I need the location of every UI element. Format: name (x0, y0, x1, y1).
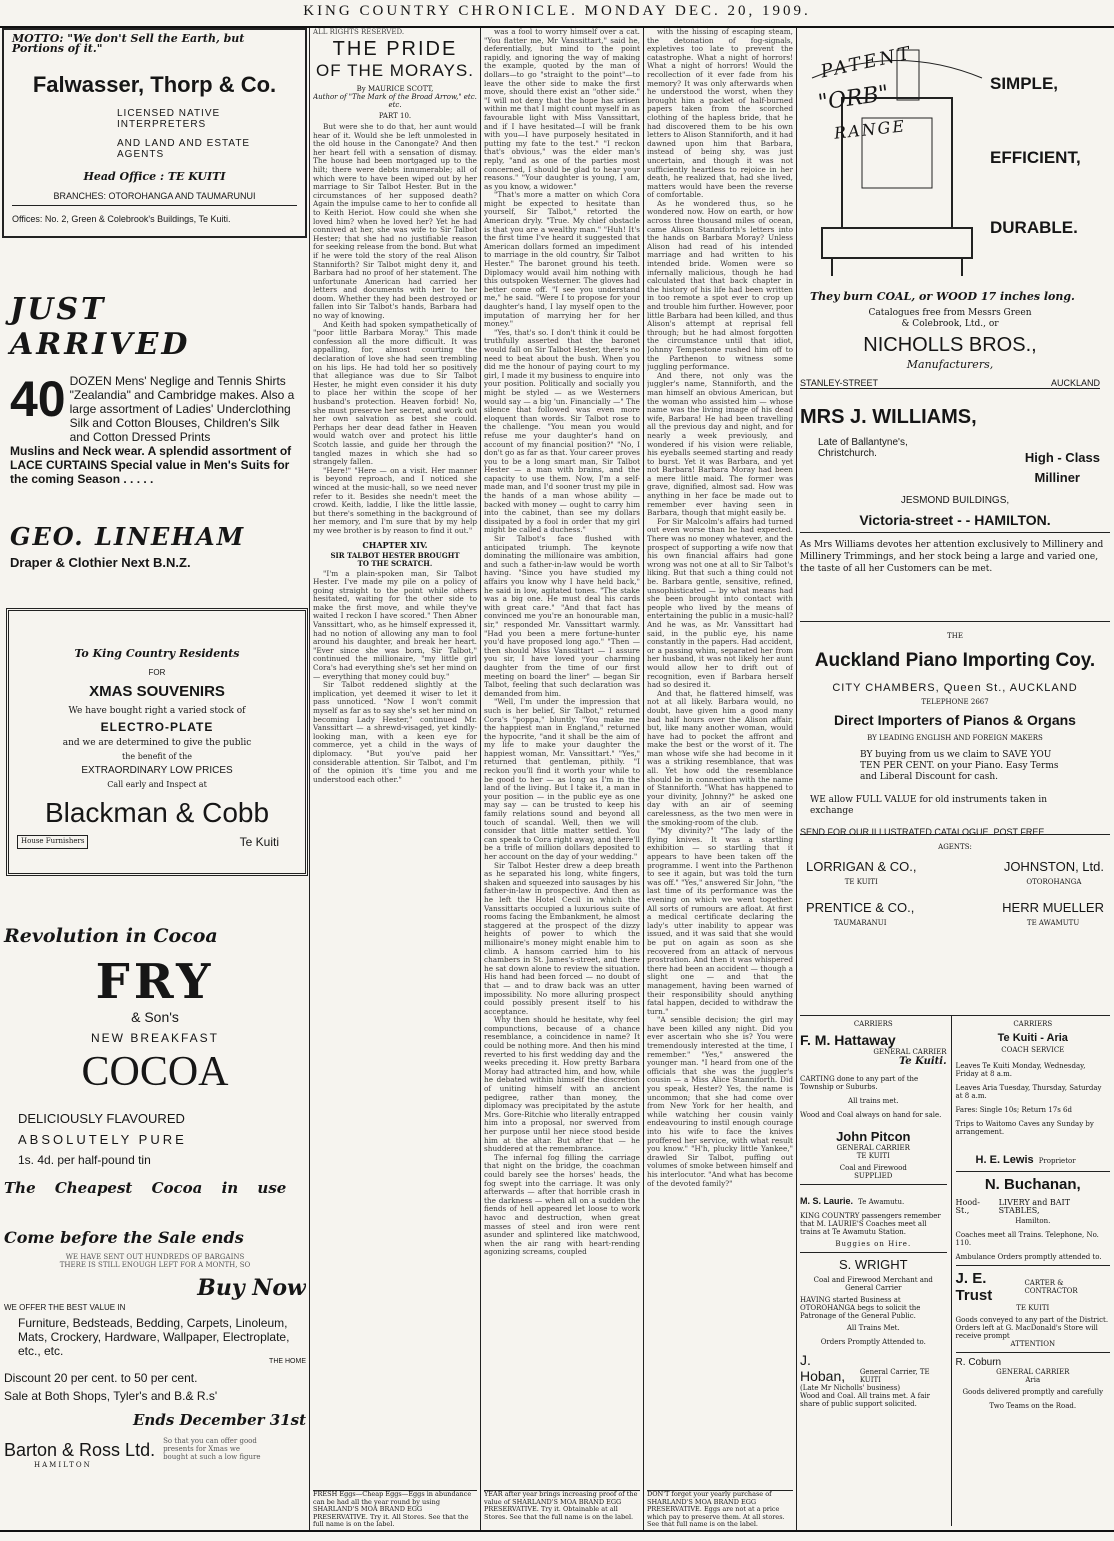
sale-offer: WE OFFER THE BEST VALUE IN (4, 1303, 126, 1312)
hattaway-trains: All trains met. (848, 1097, 899, 1105)
trust-name: J. E. Trust (955, 1270, 993, 1304)
hattaway-name: F. M. Hattaway (800, 1032, 896, 1048)
divider (956, 1265, 1110, 1266)
orb-efficient: EFFICIENT, (990, 148, 1081, 167)
just-arrived-text2: Muslins and Neck wear. A splendid assortment of LACE CURTAINS Special value in Men's Suits for the coming Season . . . . . (10, 444, 292, 486)
aria-coach-service: COACH SERVICE (1001, 1046, 1065, 1054)
coburn-name: R. Coburn (955, 1357, 1002, 1368)
williams-buildings: JESMOND BUILDINGS, (900, 495, 1010, 506)
egg-ad-1 (313, 1490, 477, 1527)
agents-heading: AGENTS: (938, 843, 972, 851)
motto: MOTTO: "We don't Sell the Earth, but Portions of it." (12, 32, 245, 55)
agent-2-town: OTOROHANGA (1026, 878, 1082, 886)
aria-trips: Trips to Waitomo Caves any Sunday by arrangement. (955, 1120, 1094, 1136)
story-paragraph: "A sensible decision; the girl may have been killed any night. Did you ever ascertain who she is? You were tremendously interested at the time, I remember." "Yes," answered the younger man. "I heard from one of the officials that she was the juggler's cousin — a Miss Alice Stanniforth. Did you speak, Hester? Yes, the name is uncommon; that she had come over from New York for her health, and while watching her cousin vainly endeavouring to instil enough courage into his wife to face the knives proffered her service, with what result you know." "H'h, plucky little Yankee," drawled Sir Talbot, puffing out volumes of smoke between himself and his interlocutor. "And what has become of the devoted family?" (647, 1015, 793, 1188)
laurie-buggies: Buggies on Hire. (835, 1240, 912, 1248)
xmas-souvenirs: XMAS SOUVENIRS (89, 683, 225, 700)
column-5-ads (800, 28, 1110, 1528)
piano-name: Auckland Piano Importing Coy. (814, 650, 1096, 671)
pitcon-supplied: SUPPLIED (854, 1172, 893, 1180)
column-3-story (484, 28, 640, 1488)
piano-telephone: TELEPHONE 2667 (921, 698, 989, 706)
hattaway-role: GENERAL CARRIER (873, 1048, 947, 1056)
piano-buying: BY buying from us we claim to SAVE YOU TEN PER CENT. on your Piano. Easy Terms and Liberal Discount for cash. (860, 750, 1059, 782)
barton-ross-ad (4, 1228, 306, 1528)
fry-price: 1s. 4d. per half-pound tin (18, 1153, 151, 1167)
trust-desc: Goods conveyed to any part of the District. Orders left at G. MacDonald's Store will receive prompt (955, 1316, 1109, 1340)
story-paragraph: But were she to do that, her aunt would hear of it. Would she be left unmolested in the old house in the Canongate? And then her heart fell with a sensation of dismay. The house had been mortgaged up to the hilt; there were debts innumerable; all of which were to have been wiped out by her marriage to Sir Talbot Hester. But in the circumstances of her supposed death? Again the impulse came to her to confide all to Keith Heriot. How could she when she loved him? when he loved her? Yet he had connived at her, she was wife to Sir Talbot Hester; that she had no justifiable reason for seeking release from the bond. But what if he were told the story of the real Alison Stanniforth? Sir Talbot might deny it, and Barbara had no proof of her statement. The unfortunate American had carried her letters and documents with her to her doom. Whether they had been destroyed or fallen into Sir Talbot's hands, Barbara had no way of knowing. (313, 122, 477, 321)
agent-1-town: TE KUITI (844, 878, 878, 886)
story-paragraph: Sir Talbot reddened slightly at the implication, yet deemed it wiser to let it pass unnoticed. "Now I won't commit myself as far as to say she's set her mind on becoming Lady Hester," continued Mr. Vanssittart — a shrewd-visaged, yet kindly-looking man, with a keen eye for commerce, yet a child in the ways of diplomacy. "But you've paid her considerable attention. Sir Talbot, and I'm of the opinion it's time you and me understood each other." (313, 680, 477, 784)
laurie-desc: KING COUNTRY passengers remember that M. LAURIE'S Coaches meet all trains at Te Awamutu Station. (800, 1212, 941, 1236)
just-arrived-heading: JUST ARRIVED (10, 292, 191, 362)
xmas-determined: and we are determined to give the public (62, 738, 252, 748)
aria-fares: Fares: Single 10s; Return 17s 6d (955, 1106, 1072, 1114)
story-paragraph: As he wondered thus, so he wondered now. How on earth, or how across three thousand miles of ocean, came Alison Stanniforth's letters into the hands on Barbara Moray? Unless Alison had read of his intended marriage and had written to his intended bride. Women were so infernally malicious, though he had calculated that that back chapter in the history of his life had been written in too remote a spot ever to crop up and trouble him further. However, poor little Barbara had been killed, and thus Alison's attempt at reprisal fell through; but he had almost forgotten the circumstance until that idiot, Johnny Tempestone rushed him off to the Parthenon to witness some juggling performance. (647, 198, 793, 372)
egg-ad-3 (647, 1490, 793, 1527)
sale-shops: Sale at Both Shops, Tyler's and B.& R.s' (4, 1389, 218, 1403)
hoban-role: General Carrier, TE KUITI (859, 1368, 930, 1384)
carriers-heading: CARRIERS (853, 1020, 893, 1028)
story-paragraph: Sir Talbot's face flushed with anticipated triumph. The keynote dominating the millionaire was ambition, and such a father-in-law would be worth having. "Since you have studied my affairs you know why I have held back," he said in low, agitated tones. "The stake was a big one. He must deal his cards with great care." "And that fact has convinced me you're an honourable man, sir," responded Mr. Vanssittart warmly. "Had you been a mere fortune-hunter you'd have proposed long ago." "Then — then should Miss Vanssittart — I assure you sir, I have loved your charming daughter from the time of our first meeting on board the liner" — began Sir Talbot, feeling that such declaration was demanded from him. (484, 534, 640, 698)
column-2-story (313, 28, 477, 1528)
wright-name: S. WRIGHT (838, 1257, 908, 1272)
carriers-left (800, 1016, 952, 1526)
piano-ad (800, 621, 1110, 837)
fry-name: FRY (95, 954, 215, 1010)
story-paragraph: "Here!" "Here — on a visit. Her manner is beyond reproach, and I noticed she winced at the music-hall, so we need never refer to it. Besides she needn't meet the crowd. Keith, laddie, I like the little lassie, but there's something in the background of her memory, and I'm sure that by my help my wee brother is by reason to find it out." (313, 465, 477, 535)
wright-role: Coal and Firewood Merchant and General Carrier (813, 1276, 933, 1292)
orb-manufacturers: Manufacturers, (906, 358, 994, 371)
coburn-desc: Goods delivered promptly and carefully (962, 1388, 1104, 1396)
sale-discount: Discount 20 per cent. to 50 per cent. (4, 1371, 198, 1385)
fry-flavoured: DELICIOUSLY FLAVOURED (18, 1111, 185, 1126)
wright-desc: HAVING started Business at OTOROHANGA begs to solicit the Patronage of the General Public. (800, 1296, 921, 1320)
sale-home: THE HOME (269, 1358, 306, 1365)
column-rule (796, 28, 797, 1530)
xmas-souvenirs-ad (6, 608, 308, 876)
orb-catalogues2: & Colebrook, Ltd., or (901, 319, 999, 329)
hoban-late: (Late Mr Nicholls' business) (800, 1384, 901, 1392)
piano-catalogue: SEND FOR OUR ILLUSTRATED CATALOGUE. POST FREE (800, 827, 1045, 837)
dozen-count: 40 (10, 371, 66, 427)
divider (956, 1171, 1110, 1172)
xmas-for: FOR (148, 668, 166, 677)
story-paragraph: The infernal fog filling the carriage that night on the bridge, the coachman could barely see the horses' heads, the fog swept into the carriage. It was only afterwards — after that horrible crash in the darkness — when all on a sudden the fiends of hell appeared let loose to work havoc and destruction, when great masses of steel and iron were rent asunder and splintered like matchwood, when the air rang with heart-rending agonizing screams, coupled (484, 1152, 640, 1257)
orb-range-ad (800, 28, 1110, 398)
story-paragraph: with the hissing of escaping steam, the detonation of fog-signals, expletives too late to prevent the catastrophe. What a night of horrors! What a night of horrors! Would the recollection of it ever fade from his memory? It was only afterwards when he understood the worst, when they brought him a packet of half-burned papers taken from the scorched clothing of the hapless bride, that he had discovered them to be his own letters to Alison Stanniforth, and it had dawned upon him that Barbara, instead of being shy, was just uncertain, and though it was not sufficiently heartless to rejoice in her death, he realized that, had she lived, matters would have been the reverse of comfortable. (647, 28, 793, 200)
fry-breakfast: NEW BREAKFAST (90, 1031, 220, 1045)
sale-goods: Furniture, Bedsteads, Bedding, Carpets, Linoleum, Mats, Crockery, Hardware, Wallpaper, Electroplate, etc., etc. (18, 1316, 290, 1358)
falwasser-name: Falwasser, Thorp & Co. (32, 72, 277, 97)
column-rule (643, 28, 644, 1530)
pitcon-town: TE KUITI (856, 1152, 890, 1160)
orb-city: AUCKLAND (1050, 378, 1100, 388)
story-paragraph: For Sir Malcolm's affairs had turned out even worse than he had expected. There was no money whatever, and the prospect of supporting a wife now that his own financial affairs had gone wrong was not one at all to Sir Talbot's liking. But that such a thing could not be. Barbara gentle, sensitive, refined, unsophisticated — by what means had she been brought into contact with people who lived by the means of entertaining the public in a music-hall? And he was, as Mr. Vanssittart had said, in the public eye, his name constantly in the papers. Had accident, or a passing whim, separated her from her husband, it was not likely her aunt would allow her to drift out of recognition, even if Barbara herself had so desired it. (647, 516, 793, 690)
lewis-proprietor: Proprietor (1038, 1157, 1076, 1165)
pitcon-role: GENERAL CARRIER (836, 1144, 910, 1152)
wright-trains: All Trains Met. (846, 1324, 900, 1332)
column-rule (480, 28, 481, 1530)
buchanan-hood: Hood-St., (955, 1198, 980, 1215)
sale-buy-now: Buy Now (197, 1275, 306, 1301)
buchanan-ambulance: Ambulance Orders promptly attended to. (955, 1253, 1102, 1261)
pitcon-coal: Coal and Firewood (839, 1164, 907, 1172)
fry-sons: & Son's (131, 1009, 179, 1025)
chapter-sub1: SIR TALBOT HESTER BROUGHT (330, 550, 460, 560)
falwasser-offices: Offices: No. 2, Green & Colebrook's Buildings, Te Kuiti. (12, 214, 231, 224)
williams-late: Late of Ballantyne's, Christchurch. (818, 437, 908, 459)
orb-catalogues1: Catalogues free from Messrs Green (868, 308, 1032, 318)
divider (12, 205, 297, 206)
column-rule (309, 28, 310, 1530)
piano-the: THE (947, 632, 963, 640)
story-paragraph: Sir Talbot Hester drew a deep breath as he separated his long, white fingers, shaken and squeezed into sausages by his father-in-law in prospective. And then as he left the Hotel Cecil in which the Vanssittarts occupied a luxurious suite of rooms facing the Embankment, he almost staggered at the prospect of the dizzy heights of power to which the millionaire's money might enable him to climb. A hansom carried him to his chambers in St. James's-street, and there he sat down alone to review the situation. His hand had been forced — no doubt of that — and to draw back was an utter impossibility. No more alluring prospect could possibly present itself to his acceptance. (484, 860, 640, 1016)
just-arrived-text1: DOZEN Mens' Neglige and Tennis Shirts "Zealandia" and Cambridge makes. Also a large assortment of Ladies' Underclothing Silk and Cotton Blouses, Children's Silk and Cotton Dressed Prints (69, 374, 295, 444)
fry-cheapest: The Cheapest Cocoa in use (4, 1179, 287, 1197)
nicholls-bros: NICHOLLS BROS., (863, 334, 1037, 356)
story-title-line2: OF THE MORAYS. (316, 61, 474, 80)
sale-note: So that you can offer good presents for Xmas we bought at such a low figure (163, 1437, 261, 1461)
divider (956, 1352, 1110, 1353)
buchanan-hamilton: Hamilton. (1015, 1217, 1051, 1225)
story-paragraph: "Well, I'm under the impression that such is her belief, Sir Talbot," returned Cora's "poppa," bluntly. "You make me the happiest man in England," returned the hypocrite, "and it shall be the aim of my life to make your daughter the happiest woman, Mr. Vanssittart." "Yes," returned that gentleman, pithily. "I reckon you'll find it worth your while to be good to her — as long as I'm in the land of the living. But I take it, a man in your position — in the public eye as one may say — can be trusted to keep his family relations sound and beyond all touch of scandal. Well, then we will consider that little matter settled. You can speak to Cora right away, and there'll be a trifle of million dollars deposited to her account on the day of your wedding." (484, 697, 640, 861)
sale-ends: Ends December 31st (133, 1411, 306, 1429)
williams-name: MRS J. WILLIAMS, (800, 406, 977, 428)
lineham-sub: Draper & Clothier Next B.N.Z. (10, 555, 191, 570)
divider (800, 532, 1110, 533)
williams-street: Victoria-street - - HAMILTON. (859, 512, 1051, 528)
xmas-bought: We have bought right a varied stock of (68, 706, 246, 716)
story-paragraph: "Yes, that's so. I don't think it could be truthfully asserted that the baronet would fall on Sir Talbot Hester, there's no need to beat about the bush. When you did me the honour of paying court to my girl, I made it my business to enquire into your position. Politically and socially you might be styled — as we Westerners would say — a big 'un. Financially —" The silence that followed was even more eloquent than words. Sir Talbot rose to the challenge. "You mean you would refuse me your daughter's hand on account of my financial position?" "No, I don't go as far as that. Your career proves you to be a long smart man, Sir Talbot Hester — a man with brains, and the capacity to use them. Now, I'm a self-made man, and I'd sooner trust my pile in the hands of a man whose ability — backed with money — ought to carry him into the cabinet, than see my dollars dissipated by a fool in order that my girl might be called a duchess." (484, 327, 640, 535)
falwasser-ad (2, 28, 307, 238)
orb-range: RANGE (833, 116, 907, 143)
piano-chambers: CITY CHAMBERS, Queen St., AUCKLAND (832, 682, 1078, 694)
xmas-call: Call early and Inspect at (107, 780, 207, 789)
xmas-electro: ELECTRO-PLATE (100, 720, 214, 734)
hattaway-wood: Wood and Coal always on hand for sale. (800, 1111, 942, 1119)
egg-ad-2 (484, 1490, 640, 1527)
aria-coach-name: Te Kuiti - Aria (997, 1032, 1068, 1044)
hattaway-town: Te Kuiti. (898, 1056, 947, 1067)
column-4-story (647, 28, 793, 1488)
story-paragraph: And Keith had spoken sympathetically of "poor little Barbara Moray." This made confession all the more difficult. It was appalling, for, almost courting the declaration of love she had seen trembling on his lips. He had told her so positively that allegiance was due to Sir Talbot Hester, he might even consider it his duty to place her within the scope of her husband's protection. Heaven forbid! No, she must preserve her secret, and work out her own salvation as best she could. Perhaps her dear dead father in Heaven would watch over and protect his little Scotch lassie, and guide her through the tangled mazes in which she had so strangely fallen. (313, 319, 477, 467)
falwasser-branches: BRANCHES: OTOROHANGA AND TAUMARUNUI (53, 191, 256, 201)
coburn-road: Two Teams on the Road. (989, 1402, 1077, 1410)
coburn-role: GENERAL CARRIER (996, 1368, 1070, 1376)
agent-2: JOHNSTON, Ltd. (1003, 859, 1104, 874)
blackman-cobb-name: Blackman & Cobb (44, 797, 270, 828)
story-paragraph: "That's more a matter on which Cora might be expected to hesitate than yourself, Sir Talbot," retorted the American dryly. "True. My chief obstacle is that you are a wealthy man." "Huh! It's the first time I've heard it suggested that American dollars formed an impediment to marriage in the old country, Sir Talbot Hester." The baronet ground his teeth. Diplomacy would avail him nothing with this outspoken Westerner. The gloves had better come off. "I see you understand me," he said. "Were I to propose for your daughter's hand, I lay myself open to the imputation of marrying her for her money." (484, 190, 640, 329)
orb-street: STANLEY-STREET (800, 378, 879, 388)
agents-section (800, 834, 1110, 1015)
chapter-sub2: TO THE SCRATCH. (357, 558, 433, 568)
sale-still: THERE IS STILL ENOUGH LEFT FOR A MONTH, SO (59, 1261, 251, 1269)
bottom-rule (0, 1530, 1114, 1532)
hoban-desc: Wood and Coal. All trains met. A fair share of public support solicited. (800, 1392, 931, 1408)
trust-town: TE KUITI (1016, 1304, 1050, 1312)
fry-pure: ABSOLUTELY PURE (18, 1132, 187, 1147)
agent-4-town: TE AWAMUTU (1026, 919, 1080, 927)
agent-4: HERR MUELLER (1002, 900, 1104, 915)
orb-patent: PATENT (818, 42, 915, 83)
williams-ad (800, 406, 1110, 621)
carriers-heading-right: CARRIERS (1013, 1020, 1053, 1028)
falwasser-line2: AND LAND AND ESTATE AGENTS (117, 138, 251, 160)
story-title-line1: THE PRIDE (332, 38, 458, 60)
agent-3: PRENTICE & CO., (806, 900, 915, 915)
agent-1: LORRIGAN & CO., (806, 859, 917, 874)
agent-3-town: TAUMARANUI (833, 919, 887, 927)
xmas-residents: To King Country Residents (74, 647, 240, 660)
orb-orb: "ORB" (816, 81, 891, 116)
rights-reserved: ALL RIGHTS RESERVED. (313, 28, 405, 36)
egg-ad-text: YEAR after year brings increasing proof of the value of SHARLAND'S MOA BRAND EGG PRESERVATIVE. Try it. Obtainable at all Stores. See that the full name is on the label. (484, 1490, 638, 1521)
story-paragraph: "I'm a plain-spoken man, Sir Talbot Hester. I've made my pile on a policy of going straight to the point while others hesitated, waiting for the other side to make the first move, and while they've waited I reckon I have scored." Then Abner Vanssittart, who, as he himself expressed it, had no notion of allowing any man to fool around his daughter, and break her heart. "Ever since she was born, Sir Talbot," continued the millionaire, "my little girl Cora's had everything she's set her mind on — everything that money could buy." (313, 568, 477, 681)
trust-attention: ATTENTION (1010, 1340, 1056, 1348)
buchanan-livery: LIVERY and BAIT STABLES, (998, 1198, 1071, 1215)
barton-ross-town: HAMILTON (34, 1461, 92, 1469)
story-paragraph: And that, he flattered himself, was not at all likely. Barbara would, no doubt, have given him a good many bad half hours over the Alison affair, but, like many another woman, would have had to pocket the affront and make the best or the worst of it. The man whose wife she had become in it was a striking resemblance, that was all. Yet how odd the resemblance should be in connection with the name of Stanniforth. "What has happened to your divinity, Johnny?" he asked one day with an air of seeming carelessness, as the two men were in the smoking-room of the club. (647, 688, 793, 827)
lewis-name: H. E. Lewis (975, 1154, 1034, 1166)
hoban-name: J. Hoban, (800, 1352, 846, 1384)
williams-milliner: Milliner (1034, 470, 1080, 485)
sale-come: Come before the Sale ends (4, 1228, 244, 1247)
barton-ross-name: Barton & Ross Ltd. (4, 1440, 156, 1460)
laurie-town: Te Awamutu. (858, 1198, 905, 1206)
falwasser-line1: LICENSED NATIVE INTERPRETERS (117, 108, 221, 130)
fry-cocoa-ad (4, 925, 306, 1197)
trust-role: CARTER & CONTRACTOR (1024, 1279, 1078, 1295)
story-paragraph: Why then should he hesitate, why feel compunctions, because of a chance resemblance, a coincidence in name? It could be nothing more. And then his mind reverted to his first wedding day and the weeks preceding it. How pretty Barbara Moray had attracted him, and how, while he debated within himself the discretion of uniting himself with an ancient pedigree, rather than money, the diplomacy was precipitated by the astute Mrs. Gore-Ritchie who literally entrapped him into a proposal, nor swerved from her purpose until her niece stood beside him at the altar. But after that — he shuddered at the remembrance. (484, 1015, 640, 1154)
divider (800, 1184, 947, 1185)
piano-direct: Direct Importers of Pianos & Organs (834, 712, 1076, 728)
house-furnishers: House Furnishers (17, 835, 88, 849)
carriers-section (800, 1015, 1110, 1526)
masthead (0, 0, 1114, 28)
egg-ad-text: FRESH Eggs—Cheap Eggs—Eggs in abundance can be had all the year round by using SHARLAND'S MOA BRAND EGG PRESERVATIVE. Try it. All Stores. See that the full name is on the label. (313, 1490, 472, 1527)
aria-leaves-kuiti: Leaves Te Kuiti Monday, Wednesday, Friday at 8 a.m. (955, 1062, 1086, 1078)
orb-simple: SIMPLE, (990, 74, 1059, 93)
williams-desc: As Mrs Williams devotes her attention exclusively to Millinery and Millinery Trimmings, and her stock being a large and varied one, the taste of all her Customers can be met. (800, 540, 1104, 574)
piano-allow: WE allow FULL VALUE for old instruments taken in exchange (810, 795, 1048, 816)
chapter-heading: CHAPTER XIV. (362, 539, 428, 550)
story-paragraph: And there, not only was the juggler's name, Stanniforth, and the man himself an obvious American, but the woman who assisted him — whose name was the living image of his dead wife, Barbara! He had been travelling all the previous day and night, and for nearly a week previously, and wondered if his vision were reliable, his eyeballs seemed starting and ready to burst. Yet it was Barbara, and yet not Barbara! Barbara Moray had been a mere little maid. The former was grave, dignified, almost sad. How was anything in her face be made out to remember ever having seen in Barbara, though that might easily be. (647, 370, 793, 518)
williams-high: High - Class (1024, 450, 1100, 465)
falwasser-head-office: Head Office : TE KUITI (83, 170, 226, 183)
cocoa-revolution: Revolution in Cocoa (4, 925, 218, 947)
xmas-prices: EXTRAORDINARY LOW PRICES (81, 765, 233, 776)
fry-cocoa: COCOA (81, 1049, 229, 1095)
aria-leaves-aria: Leaves Aria Tuesday, Thursday, Saturday at 8 a.m. (955, 1084, 1102, 1100)
lineham-ad (2, 238, 307, 588)
laurie-name: M. S. Laurie. (800, 1196, 854, 1206)
buchanan-name: N. Buchanan, (984, 1176, 1081, 1193)
egg-ad-text: DON'T forget your yearly purchase of SHARLAND'S MOA BRAND EGG PRESERVATIVE. Eggs are not at a price which pay to preserve them. At all stores. See that full name is on the label. (647, 1490, 785, 1527)
orb-burn: They burn COAL, or WOOD 17 inches long. (810, 290, 1075, 303)
orb-durable: DURABLE. (990, 218, 1078, 237)
wright-orders: Orders Promptly Attended to. (820, 1338, 926, 1346)
pitcon-name: John Pitcon (836, 1129, 911, 1144)
story-byline: By MAURICE SCOTT, (356, 85, 434, 93)
sale-sent: WE HAVE SENT OUT HUNDREDS OF BARGAINS (65, 1253, 245, 1261)
xmas-benefit: the benefit of the (122, 752, 192, 761)
lineham-name: GEO. LINEHAM (10, 522, 246, 551)
buchanan-coaches: Coaches meet all Trains. Telephone, No. 110. (955, 1231, 1099, 1247)
story-paragraph: "My divinity?" "The lady of the flying knives. It was a startling exhibition — so startling that it appears to have been taken off the programme. I went into the Parthenon to see it again, but was told the turn was off." "Yes," answered Sir John, "the last time of its performance was the evening on which we went together. All sorts of rumours are afloat. At first a medical certificate declaring the lady's utter inability to appear was issued, and it was said that she would be put on again as soon as she recovered from an attack of nervous prostration. And then it was whispered there had been an accident — though a slight one — and that the management, having been warned of their responsibility should anything fatal happen, decided to withdraw the turn." (647, 826, 793, 1016)
masthead-title: KING COUNTRY CHRONICLE. MONDAY DEC. 20, 1909. (303, 3, 811, 19)
carriers-right (952, 1016, 1110, 1526)
hattaway-carting: CARTING done to any part of the Township or Suburbs. (800, 1075, 919, 1091)
piano-makers: BY LEADING ENGLISH AND FOREIGN MAKERS (867, 734, 1043, 742)
coburn-town: Aria (1025, 1376, 1041, 1384)
story-author-of: Author of "The Mark of the Broad Arrow," etc. etc. (313, 93, 477, 109)
story-paragraph: was a fool to worry himself over a cat. "You flatter me, Mr Vanssittart," said he, deferentially, but mind to the point rapidly, and ignoring the way of making the example, quoted by the man of dollars—to go "straight to the point"—to leave the other side to make the first move, should there exist an "other side." "I will not deny that the hope has arisen within me that I might count myself in as favourable light with Miss Vanssittart, and if I have hesitated—I will be frank with you—I have purposely hesitated in putting my fate to the test." "I reckon that's obvious," was the elder man's reply, "and as one of the parties most concerned, I should be glad to hear your reasons." "Your daughter is young, I am, as you know, a widower." (484, 28, 640, 191)
divider (800, 1252, 947, 1253)
blackman-town: Te Kuiti (239, 835, 279, 849)
story-part: PART 10. (378, 112, 412, 120)
